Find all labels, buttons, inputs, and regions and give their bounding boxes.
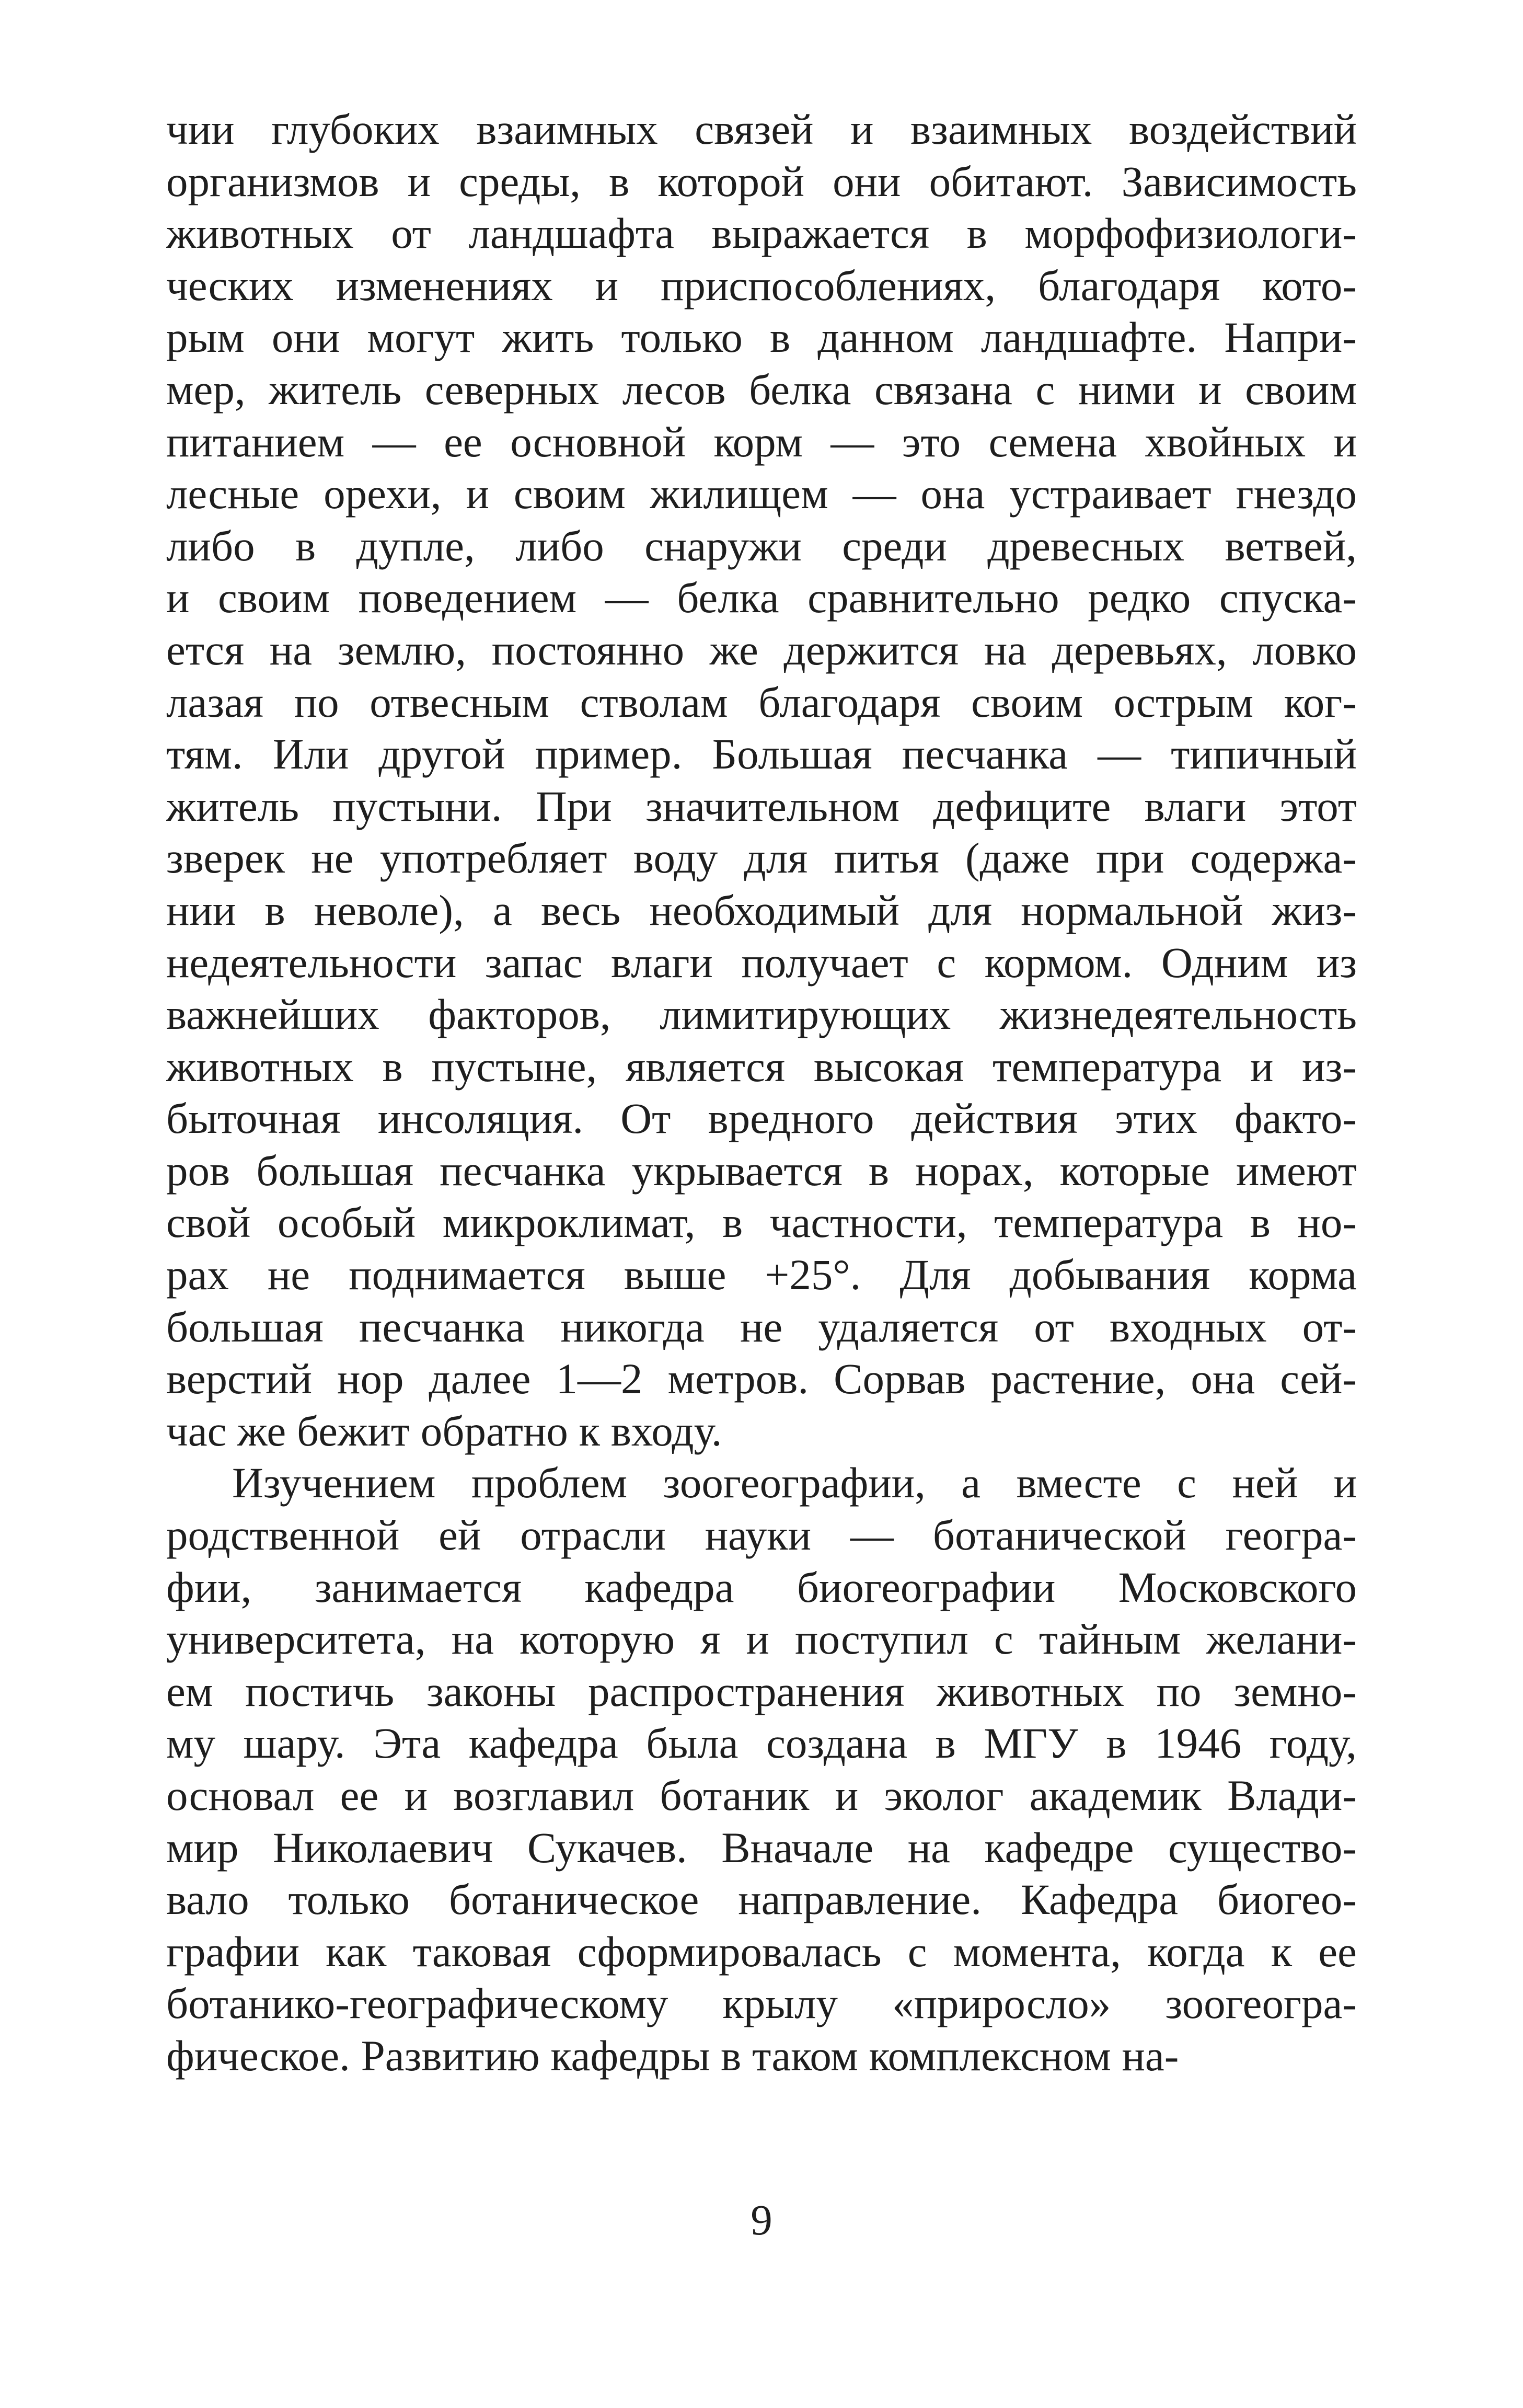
body-text	[166, 104, 1357, 2082]
text-line: житель пустыни. При значительном дефиците влаги этот	[166, 782, 1357, 830]
text-line: животных от ландшафта выражается в морфофизиологи-	[166, 209, 1357, 258]
text-line: ческих изменениях и приспособлениях, благодаря кото-	[166, 261, 1357, 309]
text-line: и своим поведением — белка сравнительно редко спуска-	[166, 574, 1357, 622]
text-line: чии глубоких взаимных связей и взаимных воздействий	[166, 105, 1357, 153]
text-line: верстий нор далее 1—2 метров. Сорвав растение, она сей-	[166, 1355, 1357, 1403]
text-line: мер, житель северных лесов белка связана с ними и своим	[166, 365, 1357, 414]
text-line: лесные орехи, и своим жилищем — она устраивает гнездо	[166, 469, 1357, 518]
text-line: рах не поднимается выше +25°. Для добывания корма	[166, 1251, 1357, 1299]
text-line: фии, занимается кафедра биогеографии Московского	[166, 1563, 1357, 1611]
text-line: основал ее и возглавил ботаник и эколог академик Влади-	[166, 1771, 1357, 1819]
text-line: большая песчанка никогда не удаляется от входных от-	[166, 1302, 1357, 1351]
text-line: университета, на которую я и поступил с тайным желани-	[166, 1615, 1357, 1664]
text-line: ботанико-географическому крылу «приросло» зоогеогра-	[166, 1979, 1357, 2028]
text-line: питанием — ее основной корм — это семена хвойных и	[166, 417, 1357, 466]
text-line: лазая по отвесным стволам благодаря своим острым ког-	[166, 678, 1357, 726]
text-line: Изучением проблем зоогеографии, а вместе с ней и	[232, 1459, 1357, 1507]
text-line: ется на землю, постоянно же держится на деревьях, ловко	[166, 625, 1357, 674]
text-line: либо в дупле, либо снаружи среди древесных ветвей,	[166, 521, 1357, 570]
text-line: животных в пустыне, является высокая температура и из-	[166, 1042, 1357, 1091]
text-line: недеятельности запас влаги получает с кормом. Одним из	[166, 938, 1357, 987]
text-line: рым они могут жить только в данном ландшафте. Напри-	[166, 313, 1357, 362]
text-line: нии в неволе), а весь необходимый для нормальной жиз-	[166, 886, 1357, 934]
text-line: му шару. Эта кафедра была создана в МГУ в 1946 году,	[166, 1719, 1357, 1768]
text-line: родственной ей отрасли науки — ботанической геогра-	[166, 1511, 1357, 1560]
text-line: быточная инсоляция. От вредного действия этих факто-	[166, 1094, 1357, 1143]
text-line: зверек не употребляет воду для питья (даже при содержа-	[166, 834, 1357, 882]
text-line: фическое. Развитию кафедры в таком комплексном на-	[166, 2031, 1179, 2080]
text-line: ров большая песчанка укрывается в норах, которые имеют	[166, 1146, 1357, 1195]
text-line: важнейших факторов, лимитирующих жизнедеятельность	[166, 990, 1357, 1039]
text-line: организмов и среды, в которой они обитают. Зависимость	[166, 157, 1357, 205]
paragraph	[166, 1457, 1357, 2082]
paragraph	[166, 104, 1357, 1457]
text-line: мир Николаевич Сукачев. Вначале на кафедре существо-	[166, 1823, 1357, 1872]
page-number: 9	[751, 2196, 772, 2244]
text-line: свой особый микроклимат, в частности, температура в но-	[166, 1198, 1357, 1247]
text-line: тям. Или другой пример. Большая песчанка — типичный	[166, 730, 1357, 778]
text-line: час же бежит обратно к входу.	[166, 1406, 722, 1455]
text-line: графии как таковая сформировалась с момента, когда к ее	[166, 1927, 1357, 1976]
text-line: вало только ботаническое направление. Кафедра биогео-	[166, 1875, 1357, 1924]
text-line: ем постичь законы распространения животных по земно-	[166, 1667, 1357, 1715]
